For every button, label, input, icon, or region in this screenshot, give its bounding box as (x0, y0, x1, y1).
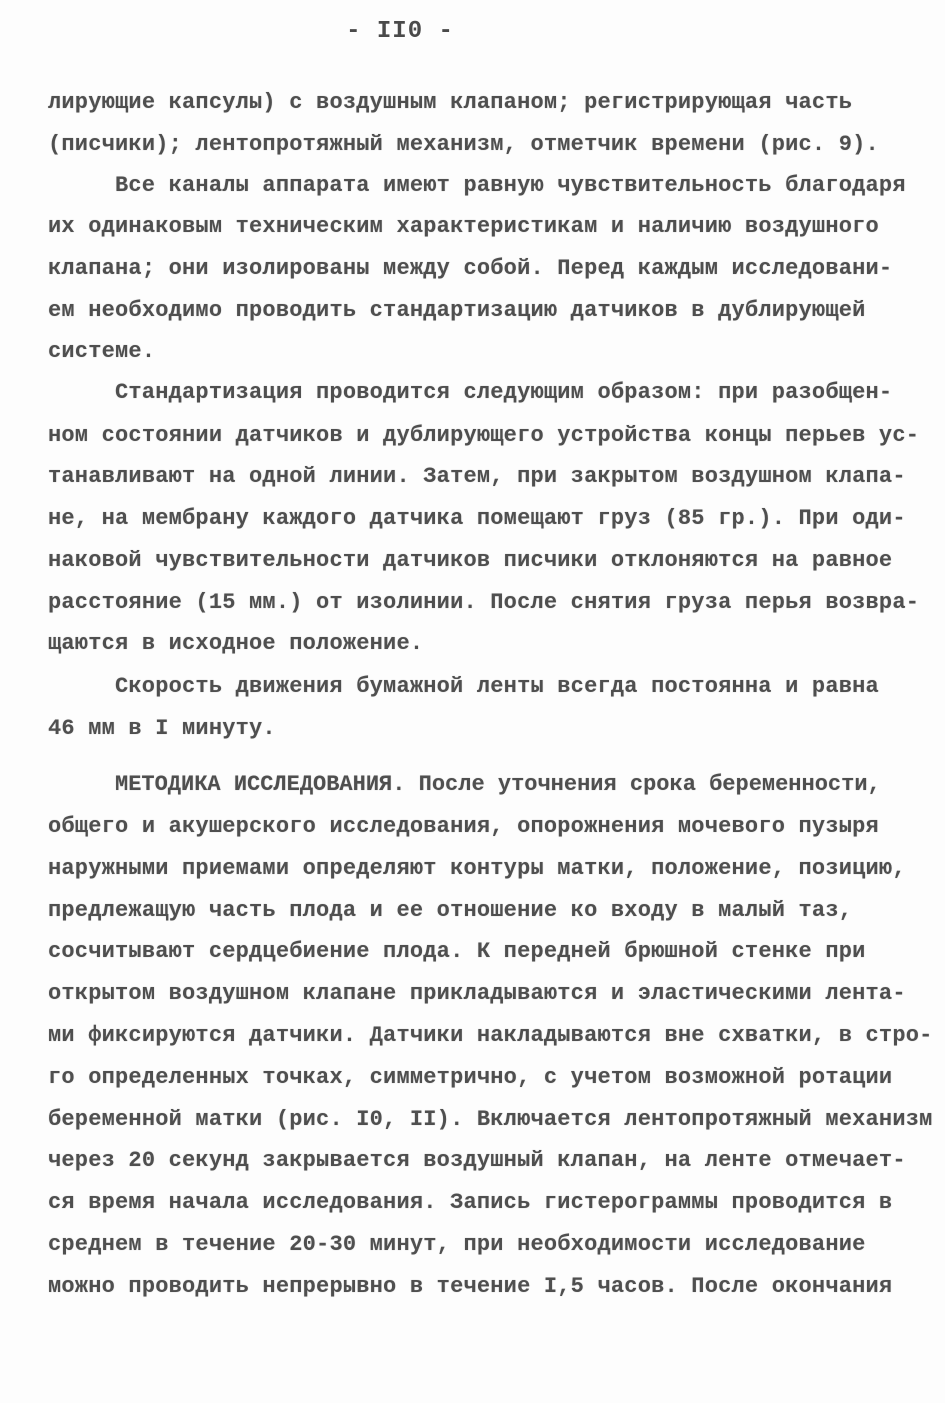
paragraph-start-line: Стандартизация проводится следующим образом: при разобщен- (115, 380, 893, 405)
text-line: наружными приемами определяют контуры матки, положение, позицию, (48, 856, 906, 881)
text-line: системе. (48, 339, 156, 364)
text-line: го определенных точках, симметрично, с учетом возможной ротации (48, 1065, 893, 1090)
text-line: общего и акушерского исследования, опорожнения мочевого пузыря (48, 814, 879, 839)
text-line: 46 мм в I минуту. (48, 716, 276, 741)
text-line: щаются в исходное положение. (48, 631, 424, 656)
text-line: наковой чувствительности датчиков писчики отклоняются на равное (48, 548, 893, 573)
text-line: ном состоянии датчиков и дублирующего устройства концы перьев ус- (48, 423, 920, 448)
section-heading-line: МЕТОДИКА ИССЛЕДОВАНИЯ. После уточнения срока беременности, (115, 772, 881, 797)
text-line: ся время начала исследования. Запись гистерограммы проводится в (48, 1190, 893, 1215)
paragraph-start-line: Скорость движения бумажной ленты всегда постоянна и равна (115, 674, 879, 699)
text-line: через 20 секунд закрывается воздушный клапан, на ленте отмечает- (48, 1148, 906, 1173)
text-line: среднем в течение 20-30 минут, при необходимости исследование (48, 1232, 866, 1257)
text-line: танавливают на одной линии. Затем, при закрытом воздушном клапа- (48, 464, 906, 489)
text-line: расстояние (15 мм.) от изолинии. После снятия груза перья возвра- (48, 590, 920, 615)
text-line: не, на мембрану каждого датчика помещают груз (85 гр.). При оди- (48, 506, 906, 531)
text-line: ми фиксируются датчики. Датчики накладываются вне схватки, в стро- (48, 1023, 933, 1048)
text-line: открытом воздушном клапане прикладываются и эластическими лента- (48, 981, 906, 1006)
text-line: клапана; они изолированы между собой. Перед каждым исследовани- (48, 256, 893, 281)
paragraph-start-line: Все каналы аппарата имеют равную чувствительность благодаря (115, 173, 906, 198)
text-line: предлежащую часть плода и ее отношение ко входу в малый таз, (48, 898, 853, 923)
text-line: можно проводить непрерывно в течение I,5 часов. После окончания (48, 1274, 893, 1299)
text-line: беременной матки (рис. I0, II). Включается лентопротяжный механизм (48, 1107, 933, 1132)
text-line: лирующие капсулы) с воздушным клапаном; регистрирующая часть (48, 90, 853, 115)
text-line: ем необходимо проводить стандартизацию датчиков в дублирующей (48, 298, 866, 323)
text-line: сосчитывают сердцебиение плода. К передней брюшной стенке при (48, 939, 866, 964)
page-number: - II0 - (346, 18, 454, 45)
text-line: их одинаковым техническим характеристикам и наличию воздушного (48, 214, 879, 239)
text-line: (писчики); лентопротяжный механизм, отметчик времени (рис. 9). (48, 132, 879, 157)
